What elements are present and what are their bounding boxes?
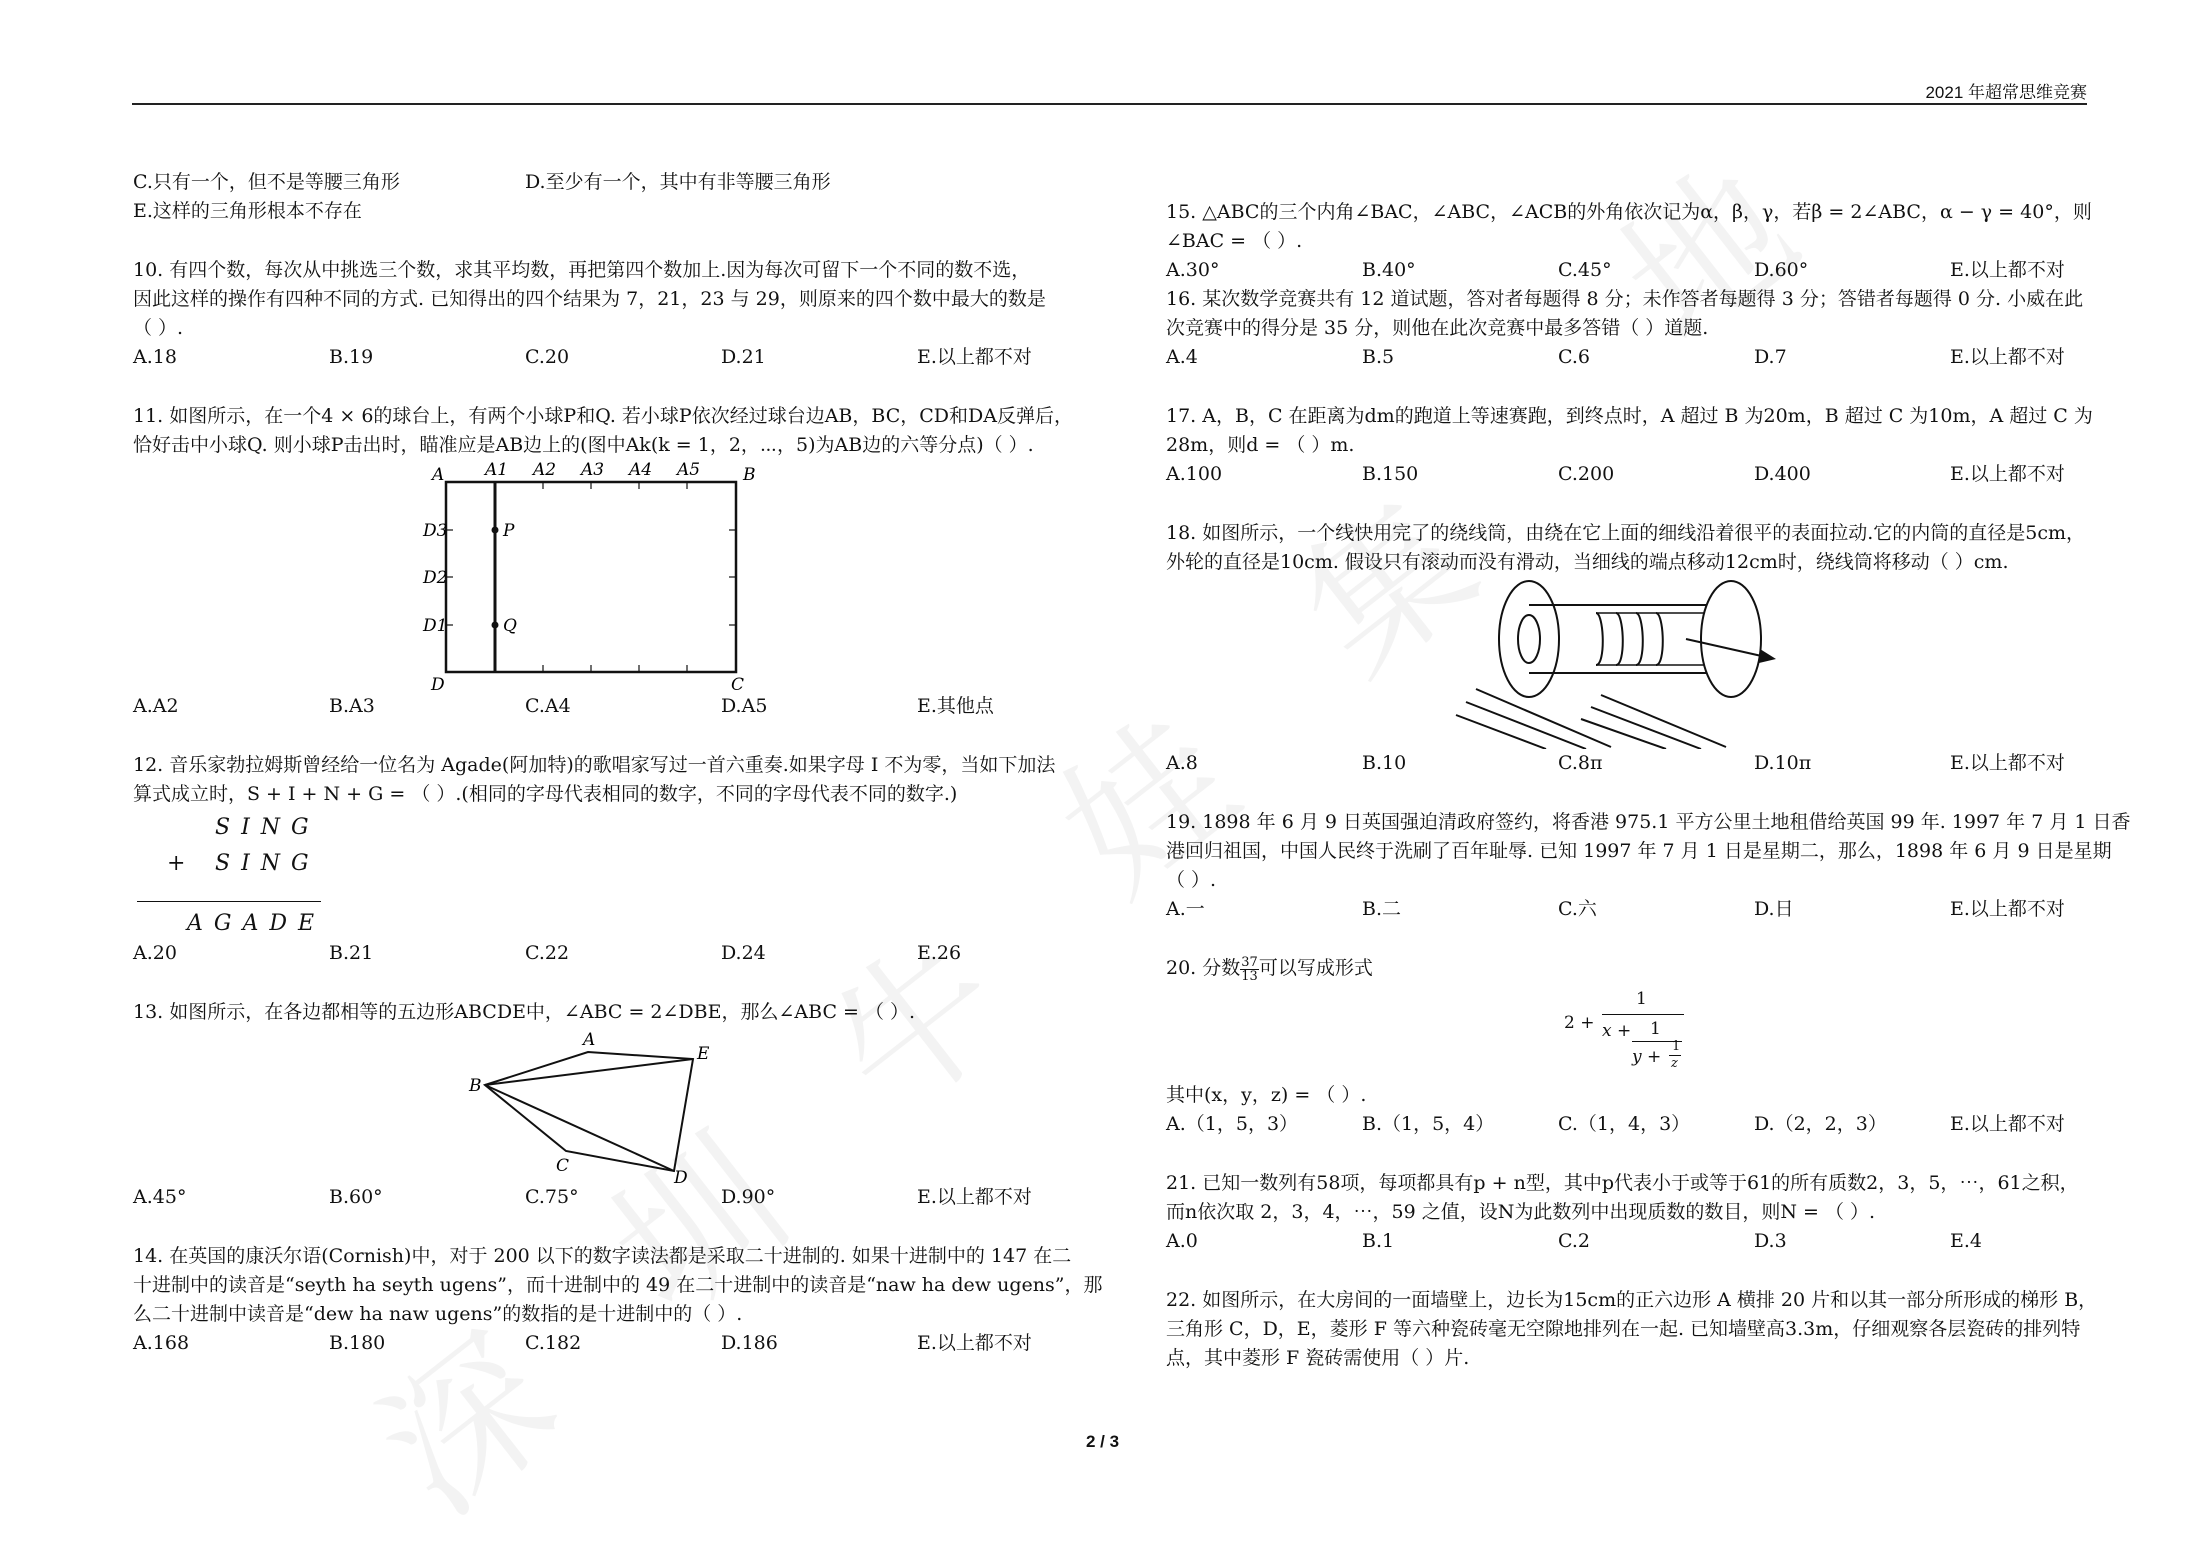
question-10 [133,256,1163,372]
question-text: （ ）. [133,317,184,339]
option-e: E.以上都不对 [917,1332,1032,1354]
option-a: A.45° [133,1186,187,1208]
options-row [1166,1110,2196,1139]
question-22 [1166,1286,2196,1373]
label-C: C [731,675,745,692]
question-text [1166,954,2196,983]
question-text: 点，其中菱形 F 瓷砖需使用（ ）片. [1166,1347,1470,1369]
question-text: 三角形 C，D，E，菱形 F 等六种瓷砖毫无空隙地排列在一起. 已知墙壁高3.3m，仔细观察各层瓷砖的排列特 [1166,1318,2081,1340]
question-14 [133,1242,1163,1358]
option-e: E.以上都不对 [1950,898,2065,920]
option-b: B.150 [1362,463,1419,485]
question-text: 因此这样的操作有四种不同的方式. 已知得出的四个结果为 7，21，23 与 29，则原来的四个数中最大的数是 [133,288,1046,310]
question-text: 而n依次取 2，3，4，⋯，59 之值，设N为此数列中出现质数的数目，则N = （ ）. [1166,1201,1876,1223]
label-B: B [743,465,756,485]
option-d: D.日 [1754,898,1794,920]
options-row [1166,460,2196,489]
label-D: D [674,1168,688,1183]
option-a: A.4 [1166,346,1198,368]
option-a: A.168 [133,1332,190,1354]
label-E: E [697,1044,710,1064]
option-e: E.以上都不对 [1950,752,2065,774]
option-b: B.40° [1362,259,1416,281]
option-e: E.以上都不对 [917,1186,1032,1208]
options-row [1166,749,2196,778]
option-d: D.7 [1754,346,1787,368]
spool-diagram [1166,577,2196,749]
option-c: C.只有一个，但不是等腰三角形 [133,171,400,193]
cf-num-2: 1 [1650,1019,1661,1039]
question-13 [133,998,1163,1212]
option-e: E.以上都不对 [1950,259,2065,281]
option-a: A.30° [1166,259,1220,281]
addend-2: S I N G [215,851,311,876]
question-text: 外轮的直径是10cm. 假设只有滚动而没有滑动，当细线的端点移动12cm时，绕线筒将移动（ ）cm. [1166,551,2009,573]
option-c: C.六 [1558,898,1597,920]
q20-suffix: 可以写成形式 [1258,957,1373,979]
fraction [1240,956,1259,983]
label-A: A [583,1030,596,1050]
billiard-table-figure [133,460,1163,692]
q20-prefix: 20. 分数 [1166,957,1241,979]
label-C: C [556,1156,570,1176]
cf-x: x + [1602,1021,1632,1041]
question-text: 次竞赛中的得分是 35 分，则他在此次竞赛中最多答错（ ）道题. [1166,317,1709,339]
option-b: B.5 [1362,346,1395,368]
options-row [1166,1227,2196,1256]
fraction-numerator: 37 [1241,954,1258,970]
question-21 [1166,1169,2196,1256]
page-header-title: 2021 年超常思维竞赛 [1925,83,2087,102]
label-A3: A3 [581,460,605,480]
question-text: 港回归祖国，中国人民终于洗刷了百年耻辱. 已知 1997 年 7 月 1 日是星期二，那么，1898 年 6 月 9 日是星期 [1166,840,2112,862]
page-number: 2 / 3 [1085,1432,1120,1451]
option-b: B.21 [329,942,374,964]
options-row [133,343,1163,372]
option-b: B.180 [329,1332,386,1354]
option-d: D.21 [721,346,766,368]
option-b: B.1 [1362,1230,1395,1252]
cf-num-1: 1 [1636,989,1647,1009]
option-e: E.以上都不对 [1950,463,2065,485]
option-c: C.200 [1558,463,1615,485]
question-text: 22. 如图所示，在大房间的一面墙壁上，边长为15cm的正六边形 A 横排 20 片和以其一部分所形成的梯形 B， [1166,1289,2098,1311]
option-d: D.90° [721,1186,776,1208]
option-d: D.60° [1754,259,1809,281]
option-b: B.（1，5，4） [1362,1113,1495,1135]
pentagon-figure [133,1027,1163,1183]
option-e: E.4 [1950,1230,1982,1252]
option-d: D.24 [721,942,766,964]
option-d: D.400 [1754,463,1811,485]
question-text: ∠BAC = （ ）. [1166,230,1303,252]
question-text: 21. 已知一数列有58项，每项都具有p + n型，其中p代表小于或等于61的所有质数2，3，5，⋯，61之积， [1166,1172,2079,1194]
option-c: C.22 [525,942,570,964]
question-18 [1166,519,2196,778]
option-c: C.（1，4，3） [1558,1113,1691,1135]
pentagon-diagram [133,1027,1163,1183]
addition-puzzle [133,809,1163,939]
option-a: A.20 [133,942,177,964]
option-d: D.至少有一个，其中有非等腰三角形 [525,171,831,193]
option-e: E.这样的三角形根本不存在 [133,200,362,222]
question-text: 11. 如图所示，在一个4 × 6的球台上，有两个小球P和Q. 若小球P依次经过球台边AB，BC，CD和DA反弹后， [133,405,1073,427]
right-column [1166,198,2196,1373]
question-17 [1166,402,2196,489]
question-19 [1166,808,2196,924]
fraction-denominator: 13 [1241,968,1258,984]
sum-rule [137,901,321,902]
label-A1: A1 [485,460,509,480]
option-d: D.A5 [721,695,768,717]
question-11 [133,402,1163,721]
label-P: P [503,521,515,541]
option-e: E.以上都不对 [917,346,1032,368]
option-e: E.26 [917,942,962,964]
options-row [133,939,1163,968]
options-row [133,692,1163,721]
option-d: D.（2，2，3） [1754,1113,1887,1135]
question-text: 其中(x，y，z) = （ ）. [1166,1084,1367,1106]
option-a: A.（1，5，3） [1166,1113,1299,1135]
option-c: C.A4 [525,695,571,717]
question-15 [1166,198,2196,285]
option-c: C.45° [1558,259,1612,281]
option-a: A.0 [1166,1230,1198,1252]
question-text: 13. 如图所示，在各边都相等的五边形ABCDE中，∠ABC = 2∠DBE，那么∠ABC = （ ）. [133,1001,916,1023]
question-text: （ ）. [1166,869,1217,891]
cf-num-3: 1 [1672,1039,1681,1054]
question-text: 恰好击中小球Q. 则小球P击出时，瞄准应是AB边上的(图中Ak(k = 1，2，⋯，5)为AB边的六等分点)（ ）. [133,434,1034,456]
option-c: C.20 [525,346,570,368]
addend-1: S I N G [215,815,311,840]
option-a: A.A2 [133,695,179,717]
option-b: B.A3 [329,695,375,717]
sum-result: A G A D E [187,911,317,936]
option-a: A.18 [133,346,177,368]
label-D2: D2 [423,568,448,588]
question-text: 17. A，B，C 在距离为dm的跑道上等速赛跑，到终点时，A 超过 B 为20m，B 超过 C 为10m，A 超过 C 为 [1166,405,2093,427]
option-a: A.100 [1166,463,1223,485]
option-b: B.10 [1362,752,1407,774]
option-c: C.182 [525,1332,582,1354]
label-A2: A2 [533,460,557,480]
billiard-table-diagram [133,460,1163,692]
options-row [1166,343,2196,372]
label-A5: A5 [677,460,701,480]
question-text: 14. 在英国的康沃尔语(Cornish)中，对于 200 以下的数字读法都是采取二十进制的. 如果十进制中的 147 在二 [133,1245,1072,1267]
header-divider [132,103,2087,105]
option-c: C.8π [1558,752,1603,774]
option-a: A.一 [1166,898,1205,920]
cf-bar-1 [1602,1014,1684,1015]
options-row [1166,895,2196,924]
label-A4: A4 [629,460,653,480]
question-text: 算式成立时，S + I + N + G = （ ）.(相同的字母代表相同的数字，不同的字母代表不同的数字.) [133,783,958,805]
question-text: 12. 音乐家勃拉姆斯曾经给一位名为 Agade(阿加特)的歌唱家写过一首六重奏.如果字母 I 不为零，当如下加法 [133,754,1056,776]
label-B: B [469,1076,482,1096]
option-b: B.19 [329,346,374,368]
left-column [133,168,1163,1358]
option-c: C.6 [1558,346,1590,368]
option-b: B.60° [329,1186,383,1208]
continued-fraction [1166,983,2196,1081]
option-e: E.以上都不对 [1950,346,2065,368]
option-d: D.186 [721,1332,778,1354]
question-text: 19. 1898 年 6 月 9 日英国强迫清政府签约，将香港 975.1 平方公里土地租借给英国 99 年. 1997 年 7 月 1 日香 [1166,811,2131,833]
label-D1: D1 [423,616,448,636]
label-A: A [432,465,445,485]
question-20 [1166,954,2196,1139]
question-16 [1166,285,2196,372]
plus-sign: + [167,851,186,876]
question-text: 15. △ABC的三个内角∠BAC，∠ABC，∠ACB的外角依次记为α，β，γ，若β = 2∠ABC，α − γ = 40°，则 [1166,201,2092,223]
spool-figure [1166,577,2196,749]
option-a: A.8 [1166,752,1198,774]
options-row [1166,256,2196,285]
option-c: C.2 [1558,1230,1590,1252]
option-e: E.以上都不对 [1950,1113,2065,1135]
options-row [133,1329,1163,1358]
question-text: 10. 有四个数，每次从中挑选三个数，求其平均数，再把第四个数加上.因为每次可留下一个不同的数不选， [133,259,1031,281]
q9-options-row [133,168,1163,197]
option-b: B.二 [1362,898,1402,920]
label-Q: Q [503,616,517,636]
cf-two: 2 + [1564,1013,1595,1033]
question-text: 16. 某次数学竞赛共有 12 道试题，答对者每题得 8 分；未作答者每题得 3 分；答错者每题得 0 分. 小威在此 [1166,288,2084,310]
label-D: D [431,675,445,692]
cf-y: y + [1632,1047,1662,1067]
cf-z: z [1671,1056,1678,1071]
options-row [133,1183,1163,1212]
question-12 [133,751,1163,968]
option-c: C.75° [525,1186,579,1208]
label-D3: D3 [423,521,448,541]
option-e: E.其他点 [917,695,994,717]
question-text: 么二十进制中读音是“dew ha naw ugens”的数指的是十进制中的（ ）. [133,1303,743,1325]
question-text: 18. 如图所示，一个线快用完了的绕线筒，由绕在它上面的细线沿着很平的表面拉动.它的内筒的直径是5cm， [1166,522,2086,544]
option-d: D.3 [1754,1230,1787,1252]
question-text: 28m，则d = （ ）m. [1166,434,1355,456]
option-d: D.10π [1754,752,1812,774]
question-text: 十进制中的读音是“seyth ha seyth ugens”，而十进制中的 49 在二十进制中的读音是“naw ha dew ugens”，那 [133,1274,1103,1296]
